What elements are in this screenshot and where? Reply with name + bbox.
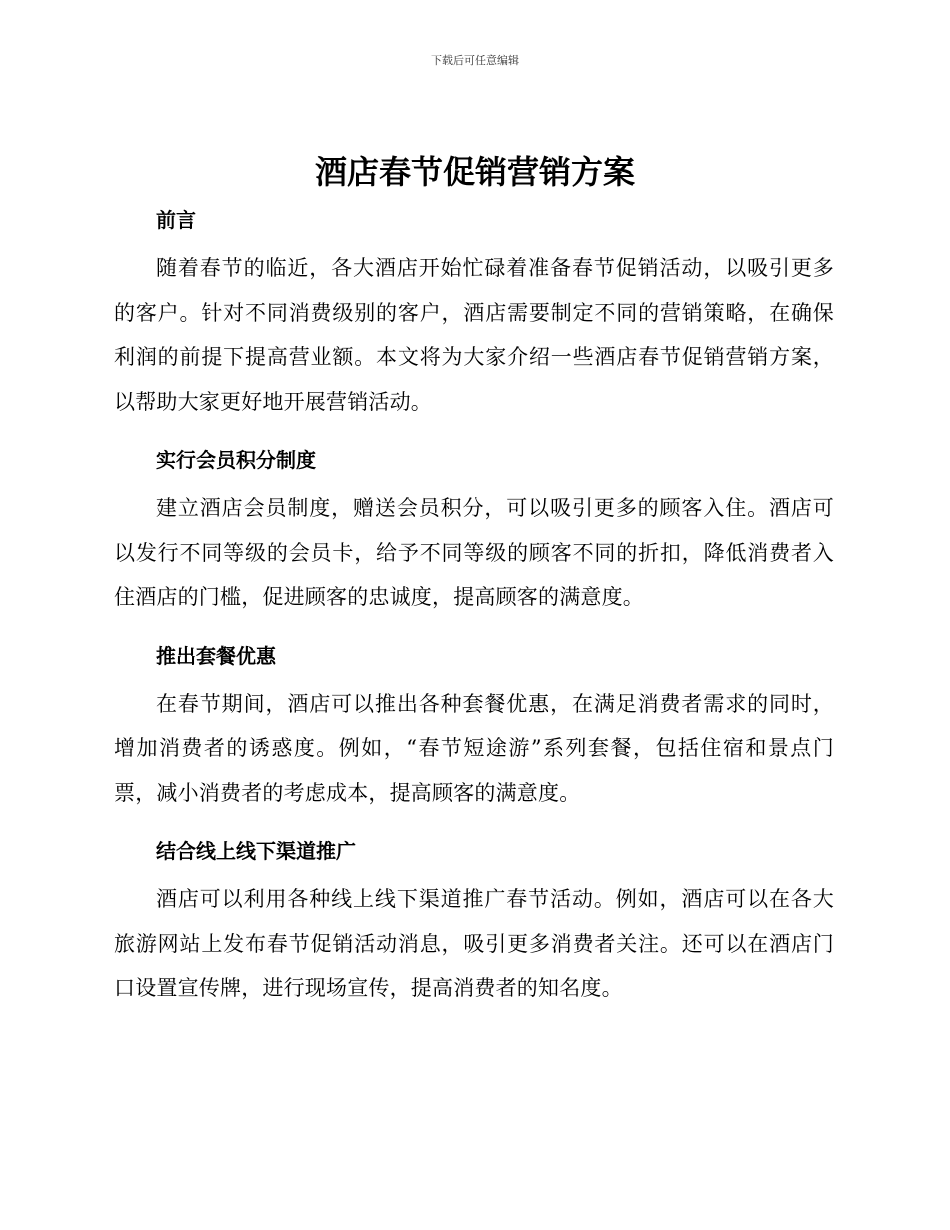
section-paragraph: 随着春节的临近，各大酒店开始忙碌着准备春节促销活动，以吸引更多的客户。针对不同消费级别的客户，酒店需要制定不同的营销策略，在确保利润的前提下提高营业额。本文将为大家介绍一些酒店春节促销营销方案，以帮助大家更好地开展营销活动。 <box>114 256 834 414</box>
section-paragraph: 酒店可以利用各种线上线下渠道推广春节活动。例如，酒店可以在各大旅游网站上发布春节促销活动消息，吸引更多消费者关注。还可以在酒店门口设置宣传牌，进行现场宣传，提高消费者的知名度。 <box>114 887 834 1000</box>
header-note: 下载后可任意编辑 <box>431 54 519 67</box>
document-body <box>114 202 834 1011</box>
section-membership-points <box>114 442 834 620</box>
section-heading: 前言 <box>156 208 196 232</box>
section-paragraph: 在春节期间，酒店可以推出各种套餐优惠，在满足消费者需求的同时，增加消费者的诱惑度。例如，“春节短途游”系列套餐，包括住宿和景点门票，减小消费者的考虑成本，提高顾客的满意度。 <box>114 691 834 805</box>
section-online-offline-promotion <box>114 833 834 1011</box>
section-heading: 实行会员积分制度 <box>156 448 316 472</box>
section-package-offers <box>114 638 834 816</box>
section-paragraph: 建立酒店会员制度，赠送会员积分，可以吸引更多的顾客入住。酒店可以发行不同等级的会员卡，给予不同等级的顾客不同的折扣，降低消费者入住酒店的门槛，促进顾客的忠诚度，提高顾客的满意度。 <box>114 496 834 609</box>
section-heading: 推出套餐优惠 <box>156 643 276 668</box>
document-title: 酒店春节促销营销方案 <box>314 153 635 191</box>
section-preface <box>114 202 834 424</box>
section-heading: 结合线上线下渠道推广 <box>156 839 356 863</box>
